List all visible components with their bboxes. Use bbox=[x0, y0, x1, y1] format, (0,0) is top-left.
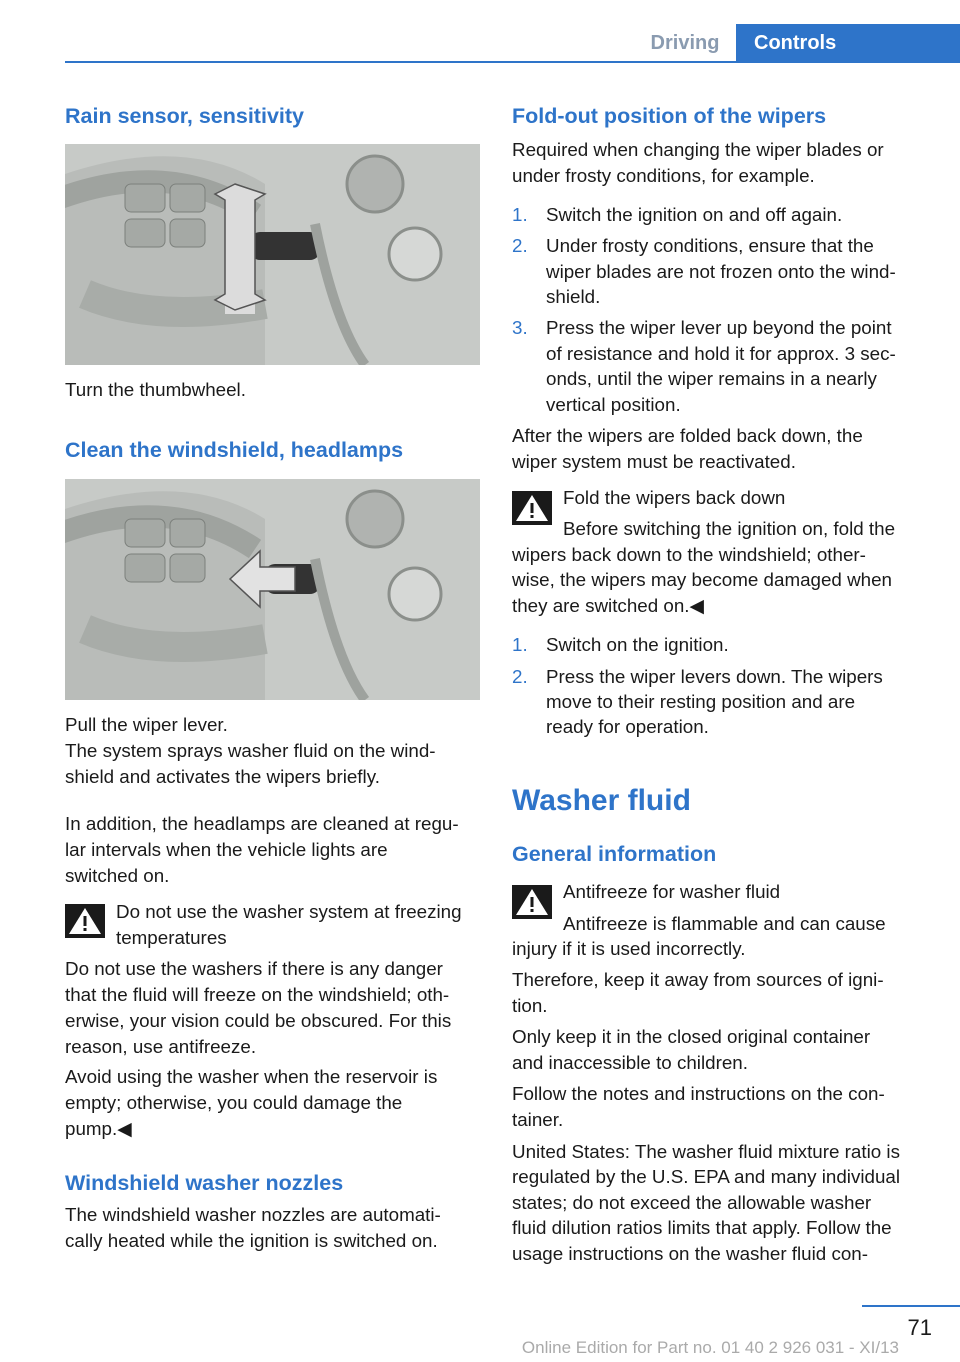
sprays-text-1: The system sprays washer fluid on the wind‐ bbox=[65, 740, 436, 761]
fold-out-text-2: under frosty conditions, for example. bbox=[512, 165, 815, 186]
step-number: 1. bbox=[512, 204, 528, 225]
container-text-1: Only keep it in the closed original container bbox=[512, 1026, 871, 1047]
headlamps-text-1: In addition, the headlamps are cleaned at regu‐ bbox=[65, 813, 459, 834]
page-number: 71 bbox=[907, 1315, 932, 1340]
epa-text-3: states; do not exceed the allowable washer bbox=[512, 1192, 872, 1213]
step-number: 2. bbox=[512, 235, 528, 256]
epa-text-1: United States: The washer fluid mixture ratio is bbox=[512, 1141, 900, 1162]
step-line: shield. bbox=[546, 286, 601, 307]
reservoir-text-1: Avoid using the washer when the reservoir is bbox=[65, 1066, 438, 1087]
warning-triangle-icon bbox=[65, 904, 105, 938]
reservoir-text-2: empty; otherwise, you could damage the bbox=[65, 1092, 403, 1113]
warning-antifreeze-title: Antifreeze for washer fluid bbox=[563, 881, 781, 902]
washer-fluid-heading: Washer fluid bbox=[512, 784, 691, 817]
tab-controls[interactable]: Controls bbox=[736, 24, 960, 63]
warning-fold-text-3: wise, the wipers may become damaged when bbox=[512, 569, 892, 590]
footer-rule bbox=[862, 1305, 960, 1307]
pull-lever-text: Pull the wiper lever. bbox=[65, 714, 228, 735]
warning-freezing-text-4: reason, use antifreeze. bbox=[65, 1036, 257, 1057]
epa-text-4: fluid dilution ratios limits that apply. Follow the bbox=[512, 1217, 892, 1238]
ignition-text-2: tion. bbox=[512, 995, 548, 1016]
step-number: 2. bbox=[512, 666, 528, 687]
rain-sensor-text: Turn the thumbwheel. bbox=[65, 379, 246, 400]
step-number: 1. bbox=[512, 634, 528, 655]
step-number: 3. bbox=[512, 317, 528, 338]
rain-sensor-heading: Rain sensor, sensitivity bbox=[65, 104, 304, 128]
warning-freezing-text-2: that the fluid will freeze on the windshield; oth‐ bbox=[65, 984, 450, 1005]
clean-windshield-illustration bbox=[65, 479, 480, 700]
warning-freezing-title-2: temperatures bbox=[116, 927, 227, 948]
warning-freezing-text-3: erwise, your vision could be obscured. For this bbox=[65, 1010, 452, 1031]
reactivate-text-1: After the wipers are folded back down, the bbox=[512, 425, 863, 446]
reactivate-text-2: wiper system must be reactivated. bbox=[512, 451, 796, 472]
warning-fold-text-1: Before switching the ignition on, fold the bbox=[563, 518, 896, 539]
epa-text-2: regulated by the U.S. EPA and many individual bbox=[512, 1166, 901, 1187]
notes-text-1: Follow the notes and instructions on the con‐ bbox=[512, 1083, 885, 1104]
step-line: Under frosty conditions, ensure that the bbox=[546, 235, 874, 256]
step-line: Press the wiper levers down. The wipers bbox=[546, 666, 883, 687]
warning-fold-text-4: they are switched on.◀ bbox=[512, 595, 704, 616]
warning-freezing-title-1: Do not use the washer system at freezing bbox=[116, 901, 462, 922]
rain-sensor-illustration bbox=[65, 144, 480, 365]
warning-fold-title: Fold the wipers back down bbox=[563, 487, 786, 508]
step-line: ready for operation. bbox=[546, 716, 709, 737]
sprays-text-2: shield and activates the wipers briefly. bbox=[65, 766, 380, 787]
step-line: of resistance and hold it for approx. 3 sec‐ bbox=[546, 343, 896, 364]
reservoir-text-3: pump.◀ bbox=[65, 1118, 132, 1139]
fold-out-text-1: Required when changing the wiper blades or bbox=[512, 139, 884, 160]
wiper-lever-pull-image bbox=[65, 479, 480, 700]
clean-windshield-heading: Clean the windshield, headlamps bbox=[65, 438, 404, 462]
warning-antifreeze-text-2: injury if it is used incorrectly. bbox=[512, 938, 746, 959]
epa-text-5: usage instructions on the washer fluid con‐ bbox=[512, 1243, 869, 1264]
headlamps-text-3: switched on. bbox=[65, 865, 170, 886]
ignition-text-1: Therefore, keep it away from sources of igni‐ bbox=[512, 969, 884, 990]
steering-wheel-thumbwheel-image bbox=[65, 144, 480, 365]
notes-text-2: tainer. bbox=[512, 1109, 564, 1130]
step-line: onds, until the wiper remains in a nearly bbox=[546, 368, 877, 389]
fold-out-heading: Fold-out position of the wipers bbox=[512, 104, 827, 128]
tab-driving[interactable]: Driving bbox=[650, 32, 720, 54]
edition-footer: Online Edition for Part no. 01 40 2 926 031 - XI/13 bbox=[521, 1338, 899, 1357]
container-text-2: and inaccessible to children. bbox=[512, 1052, 748, 1073]
step-line: Switch the ignition on and off again. bbox=[546, 204, 843, 225]
step-line: Switch on the ignition. bbox=[546, 634, 729, 655]
warning-antifreeze-text-1: Antifreeze is flammable and can cause bbox=[563, 913, 886, 934]
warning-freezing-text-1: Do not use the washers if there is any danger bbox=[65, 958, 443, 979]
general-information-heading: General information bbox=[512, 842, 717, 866]
step-line: wiper blades are not frozen onto the wind‐ bbox=[546, 261, 896, 282]
nozzles-heading: Windshield washer nozzles bbox=[65, 1171, 344, 1195]
headlamps-text-2: lar intervals when the vehicle lights are bbox=[65, 839, 388, 860]
warning-fold-text-2: wipers back down to the windshield; other‐ bbox=[512, 544, 866, 565]
nozzles-text-1: The windshield washer nozzles are automati‐ bbox=[65, 1204, 441, 1225]
step-line: move to their resting position and are bbox=[546, 691, 856, 712]
step-line: vertical position. bbox=[546, 394, 681, 415]
warning-triangle-icon bbox=[512, 491, 552, 525]
warning-triangle-icon bbox=[512, 885, 552, 919]
nozzles-text-2: cally heated while the ignition is switched on. bbox=[65, 1230, 438, 1251]
step-line: Press the wiper lever up beyond the point bbox=[546, 317, 892, 338]
